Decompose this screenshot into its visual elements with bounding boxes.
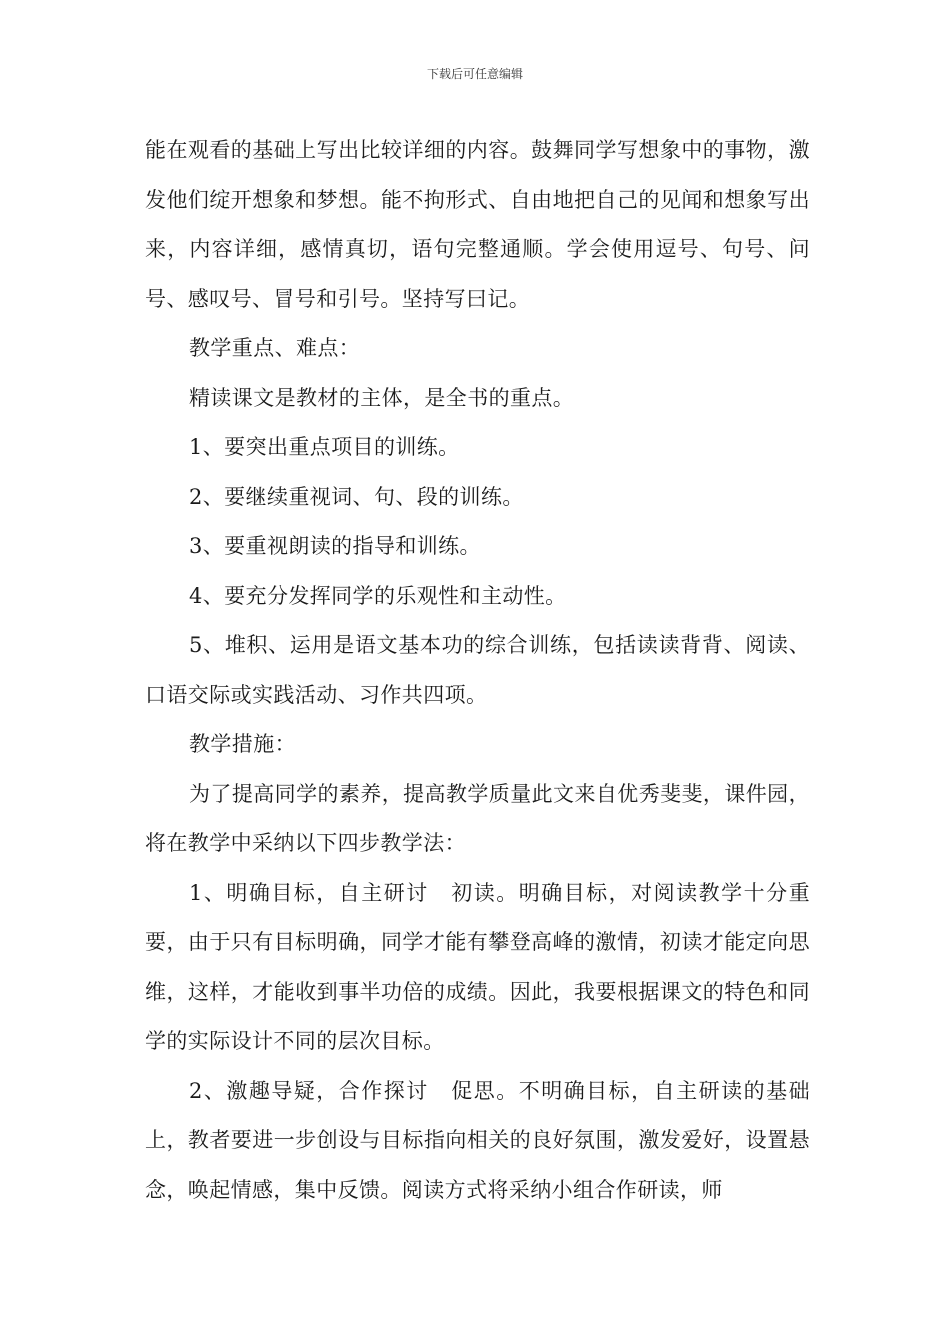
page-header: 下载后可任意编辑 bbox=[426, 67, 523, 81]
list-item-2: 2、要继续重视词、句、段的训练。 bbox=[189, 484, 524, 509]
heading-teaching-measures: 教学措施： bbox=[189, 732, 296, 756]
list-item-4: 4、要充分发挥同学的乐观性和主动性。 bbox=[189, 583, 567, 608]
document-body bbox=[145, 126, 810, 1215]
list-item-3: 3、要重视朗读的指导和训练。 bbox=[189, 534, 481, 558]
paragraph-intensive-reading: 精读课文是教材的主体，是全书的重点。 bbox=[189, 385, 575, 410]
step-1-paragraph: 1、明确目标，自主研讨 初读。明确目标，对阅读教学十分重要，由于只有目标明确，同学才能有攀登高峰的激情，初读才能定向思维，这样，才能收到事半功倍的成绩。因此，我要根据课文的特色和同学的实际设计不同的层次目标。 bbox=[145, 880, 810, 1053]
step-2-paragraph: 2、激趣导疑，合作探讨 促思。不明确目标，自主研读的基础上，教者要进一步创设与目标指向相关的良好氛围，激发爱好，设置悬念，唤起情感，集中反馈。阅读方式将采纳小组合作研读，师 bbox=[145, 1078, 810, 1202]
list-item-1: 1、要突出重点项目的训练。 bbox=[189, 435, 460, 459]
list-item-5: 5、堆积、运用是语文基本功的综合训练，包括读读背背、阅读、口语交际或实践活动、习作共四项。 bbox=[145, 633, 810, 707]
paragraph-measures-intro: 为了提高同学的素养，提高教学质量此文来自优秀斐斐，课件园，将在教学中采纳以下四步教学法： bbox=[145, 781, 810, 855]
paragraph-objectives-continued: 能在观看的基础上写出比较详细的内容。鼓舞同学写想象中的事物，激发他们绽开想象和梦想。能不拘形式、自由地把自己的见闻和想象写出来，内容详细，感情真切，语句完整通顺。学会使用逗号、句号、问号、感叹号、冒号和引号。坚持写曰记。 bbox=[145, 138, 810, 311]
heading-key-points: 教学重点、难点： bbox=[189, 336, 361, 360]
